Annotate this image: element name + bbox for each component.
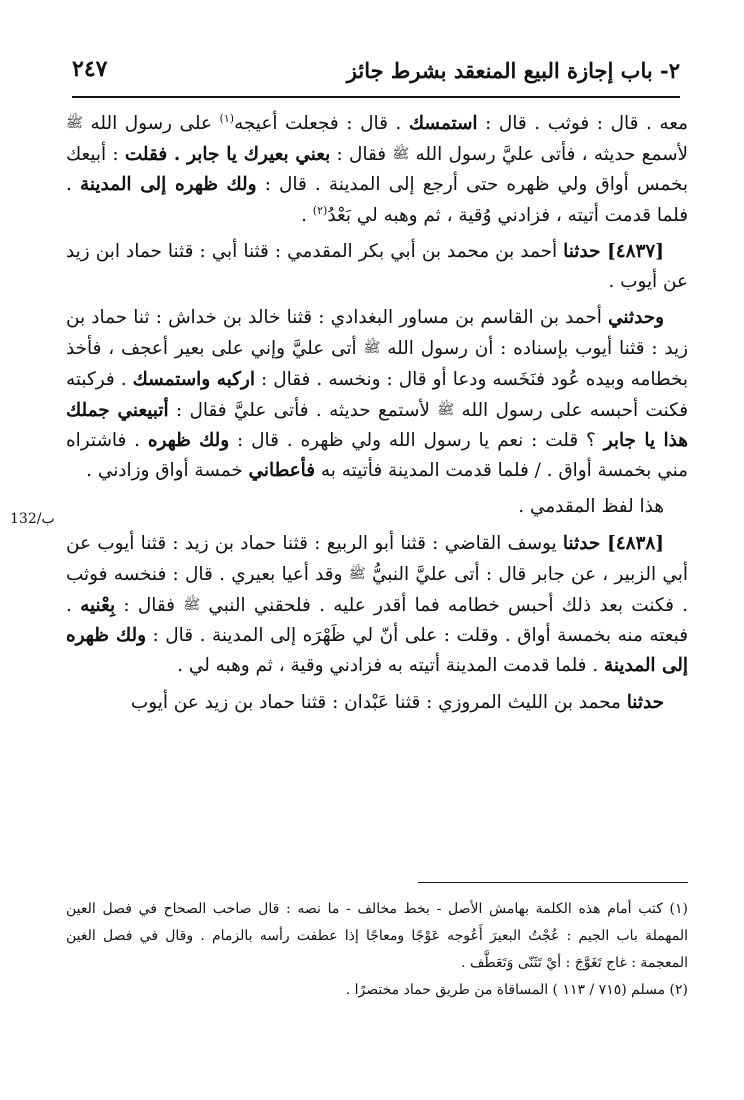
chapter-title: ٢- باب إجازة البيع المنعقد بشرط جائز	[346, 58, 680, 83]
hadith-number: [٤٨٣٨]	[607, 532, 664, 554]
paragraph-hadith-4837: [٤٨٣٧] حدثنا أحمد بن محمد بن أبي بكر المقدمي : قثنا أبي : قثنا حماد ابن زيد عن أيوب .	[66, 240, 688, 293]
paragraph-6: حدثنا محمد بن الليث المروزي : قثنا عَبْدان : قثنا حماد بن زيد عن أيوب	[130, 691, 664, 713]
salutation-glyph: ﷺ	[66, 115, 83, 131]
main-text	[66, 108, 688, 724]
footnote-ref-2: (٢)	[312, 203, 328, 217]
salutation-glyph: ﷺ	[392, 146, 410, 163]
footnote-2: (٢) مسلم (٧١٥ / ١١٣ ) المساقاة من طريق حماد مختصرًا .	[345, 982, 688, 998]
footnote-ref-1: (١)	[219, 111, 235, 125]
paragraph-3: وحدثني أحمد بن القاسم بن مساور البغدادي : قثنا خالد بن خداش : ثنا حماد بن زيد : قثنا أيوب بإسناده : أن رسول الله ﷺ أتى عليَّ وإني على بعير أعجف ، فأخذ بخطامه وبيده عُود فنَخَسه ودعا أو قال : ونخسه . فقال : اركبه واستمسك . فركبته فكنت أحبسه على رسول الله ﷺ لأستمع حديثه . فأتى عليَّ فقال : أتبيعني جملك هذا يا جابر ؟ قلت : نعم يا رسول الله ولي ظهره . قال : ولك ظهره . فاشتراه مني بخمسة أواق . / فلما قدمت المدينة فأتيته به فأعطاني خمسة أواق وزادني .	[66, 307, 688, 482]
margin-folio-note: 132/ب	[10, 511, 55, 527]
page-header	[72, 52, 680, 98]
paragraph-hadith-4838: [٤٨٣٨] حدثنا يوسف القاضي : قثنا أبو الربيع : قثنا حماد بن زيد : قثنا أيوب عن أبي الزبير ، عن جابر قال : أتى عليَّ النبيُّ ﷺ وقد أعيا بعيري . قال : فنخسه فوثب . فكنت بعد ذلك أحبس خطامه فما أقدر عليه . فلحقني النبي ﷺ فقال : بِعْنيه . فبعته منه بخمسة أواق . وقلت : على أنّ لي ظَهْرَه إلى المدينة . قال : ولك ظهره إلى المدينة . فلما قدمت المدينة أتيته به فزادني وقية ، ثم وهبه لي .	[66, 532, 688, 677]
paragraph-1: معه . قال : فوثب . قال : استمسك . قال : فجعلت أعيجه$^{(١)}$ على رسول الله ﷺ لأسمع حديثه ، فأتى عليَّ رسول الله ﷺ فقال : بعني بعيرك يا جابر . فقلت : أبيعك بخمس أواق ولي ظهره حتى أرجع إلى المدينة . قال : ولك ظهره إلى المدينة . فلما قدمت أتيته ، فزادني وُقية ، ثم وهبه لي بَعْدُ$^{(٢)}$ .	[66, 111, 688, 226]
salutation-glyph: ﷺ	[363, 340, 381, 357]
hadith-number: [٤٨٣٧]	[607, 240, 664, 262]
footnote-1: (١) كتب أمام هذه الكلمة بهامش الأصل - بخط مخالف - ما نصه : قال صاحب الصحاح في فصل العين المهملة باب الجيم : عُجْتُ البعيرَ أَعُوجه عَوْجًا ومعاجًا إذا عطفت رأسه بالزمام . وقال في فصل الغين المعجمة : غاج تَغَوَّجَ : أيْ تَثَنّى وَتَعَطَّف .	[66, 901, 688, 971]
footnotes	[66, 896, 688, 1004]
salutation-glyph: ﷺ	[183, 597, 201, 614]
footnote-divider	[418, 882, 688, 883]
page-number: ٢٤٧	[72, 56, 108, 82]
salutation-glyph: ﷺ	[437, 401, 455, 418]
paragraph-4: هذا لفظ المقدمي .	[518, 496, 664, 518]
salutation-glyph: ﷺ	[348, 565, 366, 582]
